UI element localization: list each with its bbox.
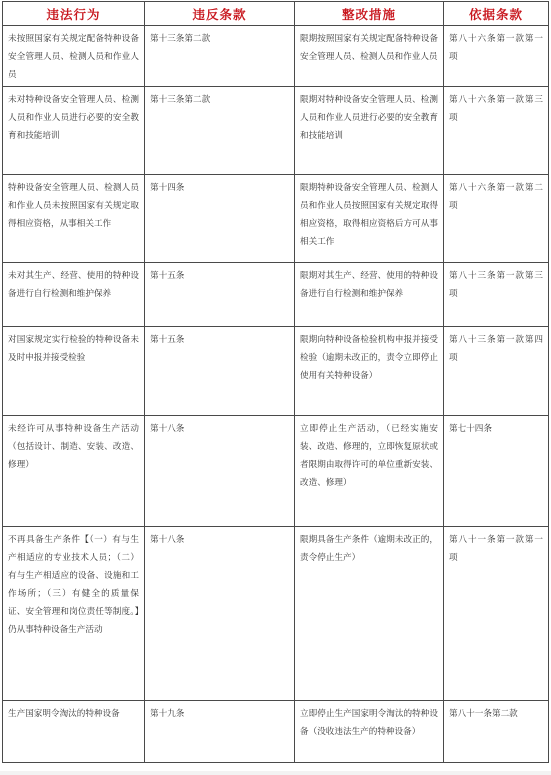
table-header-row (3, 2, 549, 26)
cell-measure: 立即停止生产活动，（已经实施安装、改造、修理的，立即恢复原状或者限期由取得许可的单位重新安装、改造、修理） (295, 416, 444, 527)
cell-violation: 未经许可从事特种设备生产活动（包括设计、制造、安装、改造、修理） (3, 416, 145, 527)
table-row (3, 416, 549, 527)
cell-measure: 立即停止生产国家明令淘汰的特种设备（没收违法生产的特种设备） (295, 701, 444, 763)
table-row (3, 701, 549, 763)
cell-measure: 限期具备生产条件（逾期未改正的，责令停止生产） (295, 527, 444, 701)
cell-basis: 第八十六条第一款第一项 (444, 26, 549, 87)
cell-violation: 未对其生产、经营、使用的特种设备进行自行检测和维护保养 (3, 263, 145, 327)
table-row (3, 527, 549, 701)
cell-clause: 第十三条第二款 (145, 26, 295, 87)
cell-basis: 第八十六条第一款第二项 (444, 175, 549, 263)
cell-clause: 第十三条第二款 (145, 87, 295, 175)
table-row (3, 175, 549, 263)
cell-violation: 未对特种设备安全管理人员、检测人员和作业人员进行必要的安全教育和技能培训 (3, 87, 145, 175)
cell-violation: 未按照国家有关规定配备特种设备安全管理人员、检测人员和作业人员 (3, 26, 145, 87)
cell-measure: 限期对其生产、经营、使用的特种设备进行自行检测和维护保养 (295, 263, 444, 327)
cell-violation: 特种设备安全管理人员、检测人员和作业人员未按照国家有关规定取得相应资格，从事相关工作 (3, 175, 145, 263)
header-violation: 违法行为 (3, 2, 145, 26)
header-clause: 违反条款 (145, 2, 295, 26)
table-row (3, 87, 549, 175)
cell-basis: 第八十三条第一款第三项 (444, 263, 549, 327)
table-row (3, 26, 549, 87)
header-measure: 整改措施 (295, 2, 444, 26)
cell-measure: 限期对特种设备安全管理人员、检测人员和作业人员进行必要的安全教育和技能培训 (295, 87, 444, 175)
cell-measure: 限期特种设备安全管理人员、检测人员和作业人员按照国家有关规定取得相应资格，取得相应资格后方可从事相关工作 (295, 175, 444, 263)
cell-basis: 第八十六条第一款第三项 (444, 87, 549, 175)
table-row (3, 263, 549, 327)
cell-violation: 生产国家明令淘汰的特种设备 (3, 701, 145, 763)
page-bottom-edge (0, 771, 551, 775)
cell-measure: 限期按照国家有关规定配备特种设备安全管理人员、检测人员和作业人员 (295, 26, 444, 87)
cell-measure: 限期向特种设备检验机构申报并接受检验（逾期未改正的，责令立即停止使用有关特种设备） (295, 327, 444, 416)
cell-basis: 第八十三条第一款第四项 (444, 327, 549, 416)
cell-clause: 第十九条 (145, 701, 295, 763)
cell-clause: 第十四条 (145, 175, 295, 263)
cell-basis: 第七十四条 (444, 416, 549, 527)
cell-basis: 第八十一条第一款第一项 (444, 527, 549, 701)
header-basis: 依据条款 (444, 2, 549, 26)
violations-table (2, 1, 549, 763)
cell-violation: 不再具备生产条件【（一）有与生产相适应的专业技术人员；（二）有与生产相适应的设备、设施和工作场所；（三）有健全的质量保证、安全管理和岗位责任等制度。】仍从事特种设备生产活动 (3, 527, 145, 701)
cell-clause: 第十五条 (145, 263, 295, 327)
cell-basis: 第八十一条第二款 (444, 701, 549, 763)
cell-violation: 对国家规定实行检验的特种设备未及时申报并接受检验 (3, 327, 145, 416)
cell-clause: 第十八条 (145, 416, 295, 527)
table-row (3, 327, 549, 416)
cell-clause: 第十八条 (145, 527, 295, 701)
cell-clause: 第十五条 (145, 327, 295, 416)
